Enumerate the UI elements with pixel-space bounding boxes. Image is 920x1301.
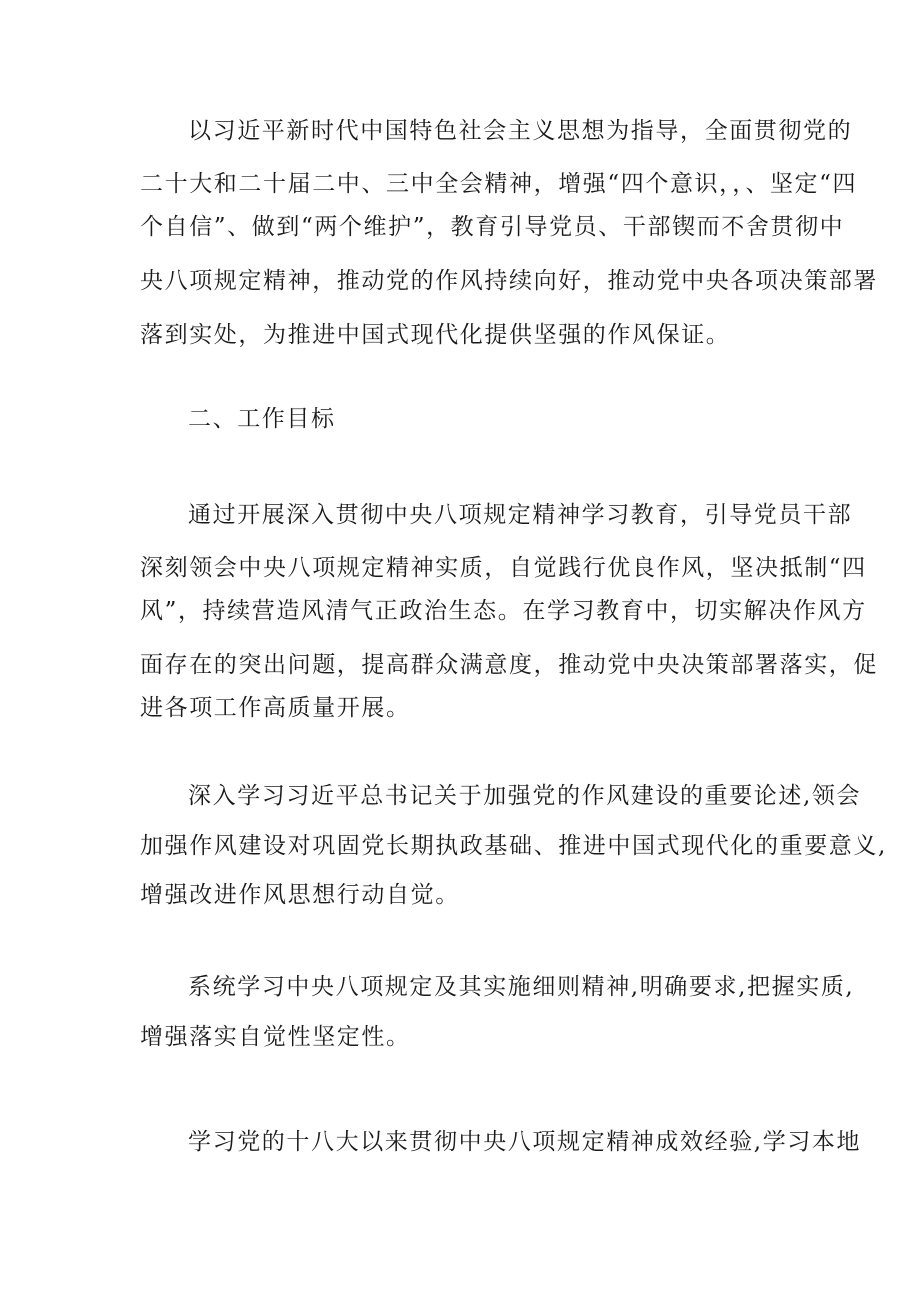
text-line: 以习近平新时代中国特色社会主义思想为指导，全面贯彻党的 bbox=[188, 118, 853, 144]
text-line: 落到实处，为推进中国式现代化提供坚强的作风保证。 bbox=[140, 322, 731, 348]
text-line: 通过开展深入贯彻中央八项规定精神学习教育，引导党员干部 bbox=[188, 502, 853, 528]
text-line: 风”，持续营造风清气正政治生态。在学习教育中，切实解决作风方 bbox=[140, 598, 867, 624]
text-line: 学习党的十八大以来贯彻中央八项规定精神成效经验,学习本地 bbox=[188, 1129, 862, 1155]
text-line: 加强作风建设对巩固党长期执政基础、推进中国式现代化的重要意义, bbox=[140, 833, 887, 859]
section-heading: 二、工作目标 bbox=[188, 406, 336, 432]
text-line: 深刻领会中央八项规定精神实质，自觉践行优良作风，坚决抵制“四 bbox=[140, 555, 867, 581]
text-line: 系统学习中央八项规定及其实施细则精神,明确要求,把握实质, bbox=[188, 974, 855, 1000]
text-line: 增强改进作风思想行动自觉。 bbox=[140, 882, 460, 908]
text-line: 进各项工作高质量开展。 bbox=[140, 695, 411, 721]
text-line: 面存在的突出问题，提高群众满意度，推动党中央决策部署落实，促 bbox=[140, 652, 878, 678]
text-line: 深入学习习近平总书记关于加强党的作风建设的重要论述,领会 bbox=[188, 783, 862, 809]
text-line: 央八项规定精神，推动党的作风持续向好，推动党中央各项决策部署 bbox=[140, 268, 878, 294]
text-line: 个自信”、做到“两个维护”，教育引导党员、干部锲而不舍贯彻中 bbox=[140, 214, 845, 240]
text-line: 增强落实自觉性坚定性。 bbox=[140, 1024, 411, 1050]
text-line: 二十大和二十届二中、三中全会精神，增强“四个意识，，、坚定“四 bbox=[140, 171, 858, 197]
